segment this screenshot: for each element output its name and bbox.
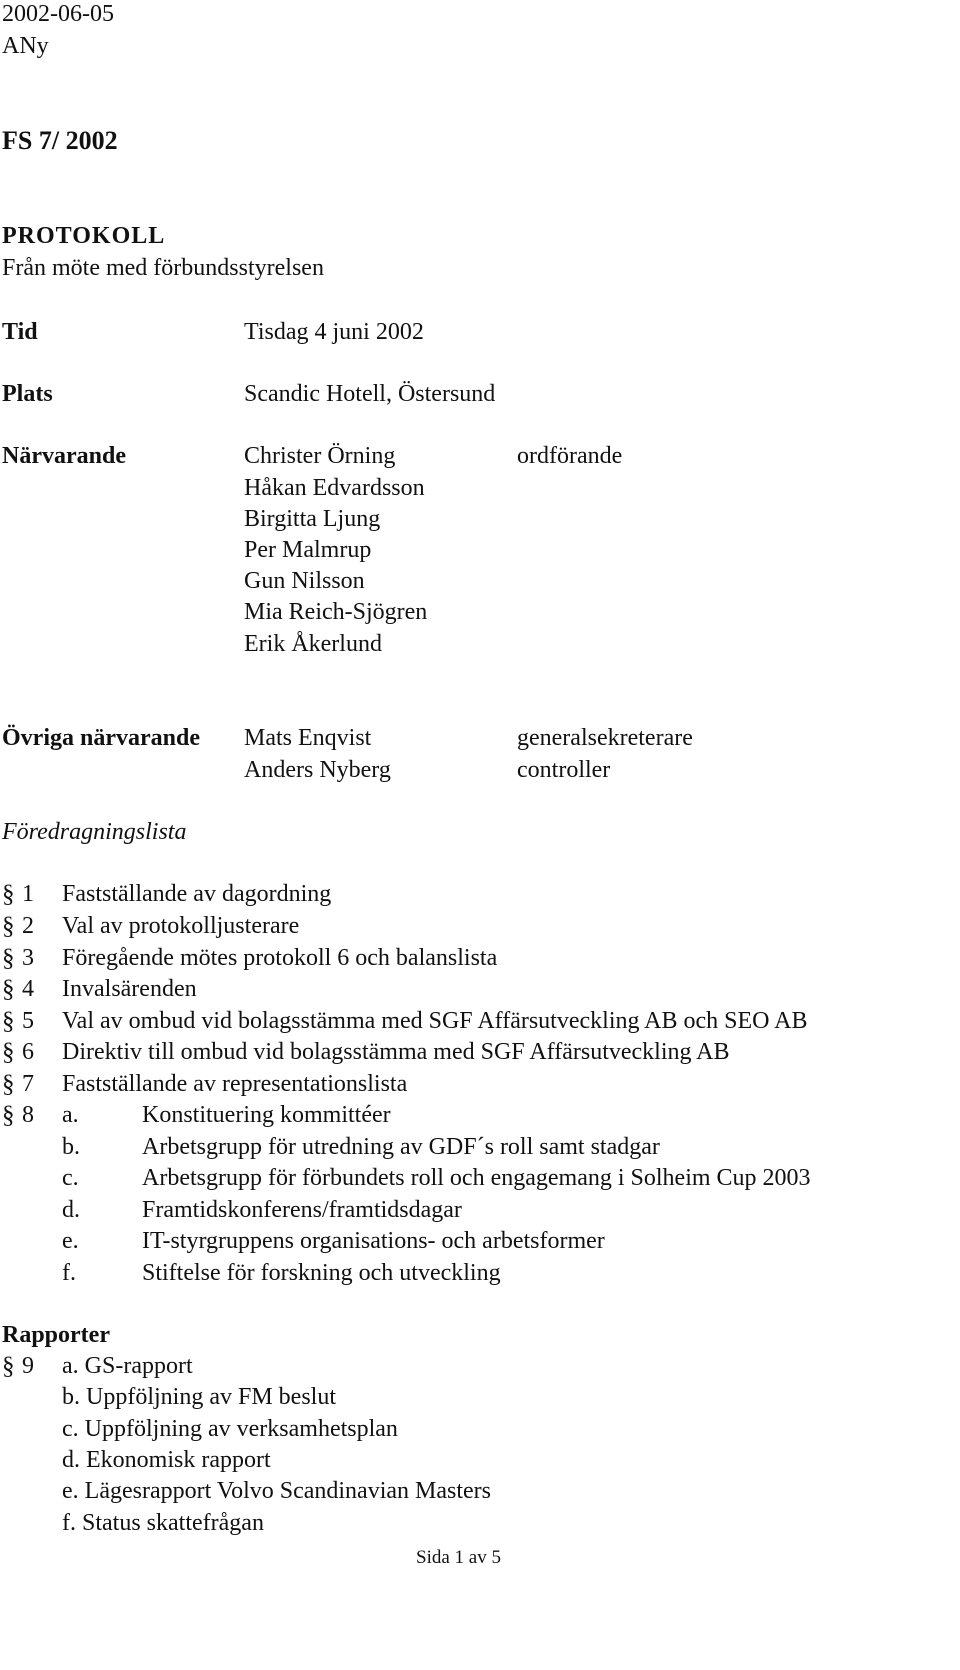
- attendee-name: Håkan Edvardsson: [244, 475, 425, 501]
- tid-value: Tisdag 4 juni 2002: [244, 319, 424, 345]
- header-initials: ANy: [2, 33, 49, 59]
- attendee-name: Christer Örning: [244, 443, 396, 469]
- agenda-item-text: Fastställande av dagordning: [62, 881, 332, 907]
- agenda-item-number: 6: [22, 1039, 34, 1065]
- document-title: PROTOKOLL: [2, 223, 166, 249]
- attendee-name: Birgitta Ljung: [244, 506, 381, 532]
- report-item: c. Uppföljning av verksamhetsplan: [62, 1416, 398, 1442]
- sub-item-text: Konstituering kommittéer: [142, 1102, 391, 1128]
- sub-item-letter: b.: [62, 1134, 80, 1160]
- other-attendee-name: Mats Enqvist: [244, 725, 372, 751]
- agenda-heading: Föredragningslista: [2, 819, 187, 845]
- sub-item-letter: e.: [62, 1228, 79, 1254]
- agenda-item-number: 8: [22, 1102, 34, 1128]
- section-symbol: §: [2, 976, 15, 1003]
- agenda-item-text: Val av protokolljusterare: [62, 913, 300, 939]
- agenda-item-text: Fastställande av representationslista: [62, 1071, 408, 1097]
- document-number: FS 7/ 2002: [2, 126, 118, 155]
- sub-item-letter: f.: [62, 1260, 76, 1286]
- sub-item-text: IT-styrgruppens organisations- och arbetsformer: [142, 1228, 605, 1254]
- narvarande-label: Närvarande: [2, 443, 126, 469]
- agenda-item-number: 5: [22, 1008, 34, 1034]
- plats-value: Scandic Hotell, Östersund: [244, 381, 496, 407]
- agenda-item-number: 4: [22, 976, 34, 1002]
- section-symbol: §: [2, 1008, 15, 1035]
- report-item: b. Uppföljning av FM beslut: [62, 1384, 336, 1410]
- agenda-item-number: 3: [22, 945, 34, 971]
- agenda-item-text: Invalsärenden: [62, 976, 197, 1002]
- plats-label: Plats: [2, 381, 53, 407]
- report-item: a. GS-rapport: [62, 1353, 193, 1379]
- agenda-item-number: 2: [22, 913, 34, 939]
- attendee-name: Gun Nilsson: [244, 568, 365, 594]
- sub-item-text: Arbetsgrupp för förbundets roll och engagemang i Solheim Cup 2003: [142, 1165, 811, 1191]
- other-attendee-role: generalsekreterare: [517, 725, 693, 751]
- attendee-role: ordförande: [517, 443, 623, 469]
- agenda-item-number: 7: [22, 1071, 34, 1097]
- agenda-item-text: Föregående mötes protokoll 6 och balanslista: [62, 945, 498, 971]
- report-item: f. Status skattefrågan: [62, 1510, 264, 1536]
- sub-item-letter: c.: [62, 1165, 79, 1191]
- document-subtitle: Från möte med förbundsstyrelsen: [2, 255, 324, 281]
- page-number: Sida 1 av 5: [416, 1547, 501, 1568]
- sub-item-letter: a.: [62, 1102, 79, 1128]
- section-symbol: §: [2, 1071, 15, 1098]
- sub-item-text: Arbetsgrupp för utredning av GDF´s roll samt stadgar: [142, 1134, 660, 1160]
- report-item: e. Lägesrapport Volvo Scandinavian Masters: [62, 1478, 492, 1504]
- agenda-item-number: 1: [22, 881, 34, 907]
- report-item: d. Ekonomisk rapport: [62, 1447, 271, 1473]
- section-symbol: §: [2, 945, 15, 972]
- other-attendee-name: Anders Nyberg: [244, 757, 391, 783]
- sub-item-letter: d.: [62, 1197, 80, 1223]
- tid-label: Tid: [2, 319, 38, 345]
- section-symbol: §: [2, 913, 15, 940]
- section-symbol: §: [2, 1353, 15, 1380]
- agenda-item-text: Val av ombud vid bolagsstämma med SGF Affärsutveckling AB och SEO AB: [62, 1008, 808, 1034]
- other-attendee-role: controller: [517, 757, 611, 783]
- sub-item-text: Stiftelse för forskning och utveckling: [142, 1260, 501, 1286]
- section-symbol: §: [2, 1039, 15, 1066]
- attendee-name: Per Malmrup: [244, 537, 372, 563]
- rapporter-heading: Rapporter: [2, 1322, 110, 1348]
- header-date: 2002-06-05: [2, 1, 114, 27]
- ovriga-label: Övriga närvarande: [2, 725, 200, 751]
- attendee-name: Erik Åkerlund: [244, 631, 382, 657]
- agenda-item-text: Direktiv till ombud vid bolagsstämma med SGF Affärsutveckling AB: [62, 1039, 730, 1065]
- section-symbol: §: [2, 881, 15, 908]
- sub-item-text: Framtidskonferens/framtidsdagar: [142, 1197, 462, 1223]
- agenda-item-number: 9: [22, 1353, 34, 1379]
- attendee-name: Mia Reich-Sjögren: [244, 599, 428, 625]
- section-symbol: §: [2, 1102, 15, 1129]
